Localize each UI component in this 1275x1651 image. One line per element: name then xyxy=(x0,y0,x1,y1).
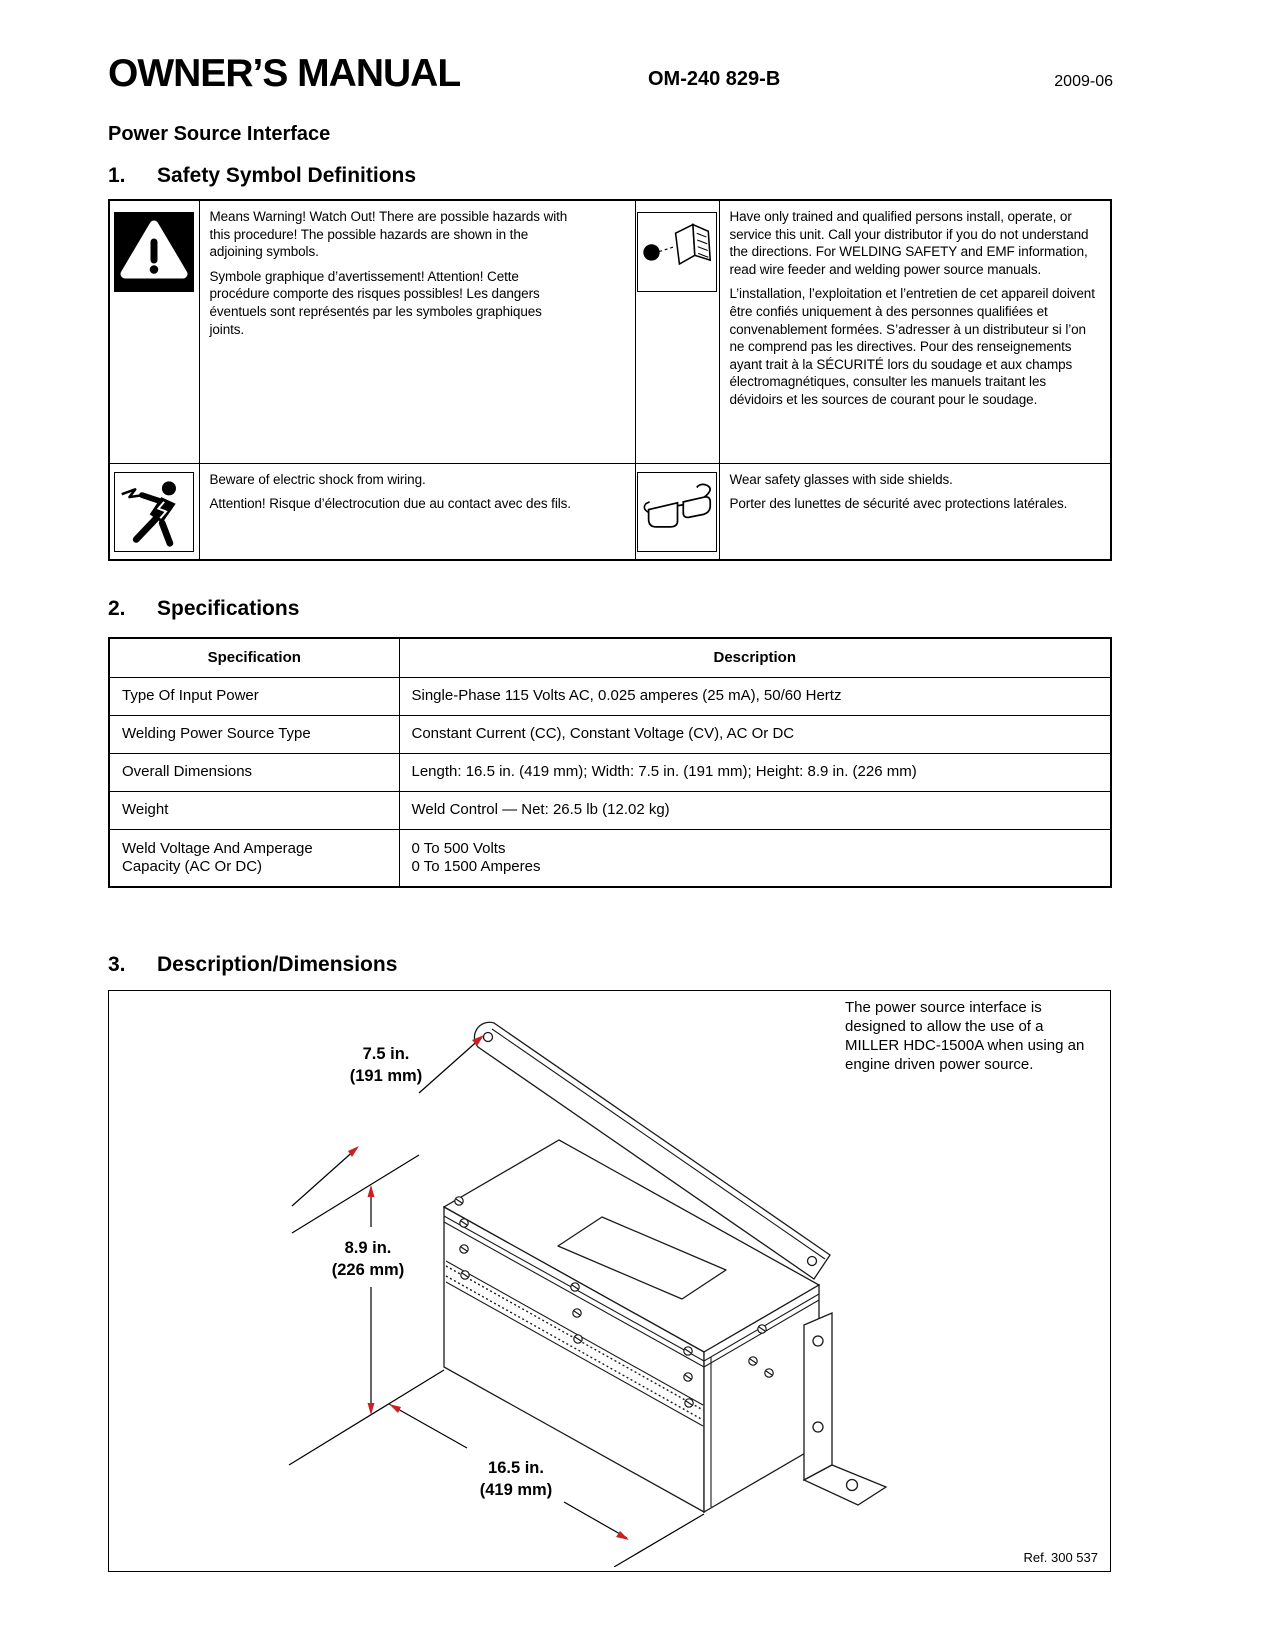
publication-date: 2009-06 xyxy=(1054,73,1113,90)
shock-text-en: Beware of electric shock from wiring. xyxy=(209,471,426,487)
warning-text-cell xyxy=(199,200,635,463)
table-row xyxy=(109,829,1111,887)
isometric-unit-drawing xyxy=(164,995,934,1567)
section-number: 2. xyxy=(108,597,126,620)
description-line-1: 0 To 500 Volts xyxy=(411,839,506,857)
description-cell: Weld Control — Net: 26.5 lb (12.02 kg) xyxy=(399,791,1111,829)
section-title: Specifications xyxy=(157,597,300,620)
dim-height-in-label: 8.9 in. xyxy=(344,1239,392,1257)
section-title: Safety Symbol Definitions xyxy=(157,164,417,187)
warning-icon-cell xyxy=(109,200,199,463)
product-name: Power Source Interface xyxy=(108,123,331,145)
dimensions-diagram-panel xyxy=(108,990,1111,1572)
document-number: OM-240 829-B xyxy=(648,68,781,90)
section-number: 3. xyxy=(108,953,126,976)
trained-text-cell xyxy=(719,200,1111,463)
glasses-icon-cell xyxy=(635,463,719,560)
table-row xyxy=(109,715,1111,753)
spec-cell: Type Of Input Power xyxy=(109,677,399,715)
dim-height-mm-label: (226 mm) xyxy=(331,1261,405,1279)
table-row xyxy=(109,200,1111,463)
spec-cell: Welding Power Source Type xyxy=(109,715,399,753)
read-manual-icon-cell xyxy=(635,200,719,463)
description-cell xyxy=(399,829,1111,887)
dim-length-mm-label: (419 mm) xyxy=(479,1481,553,1499)
description-cell: Single-Phase 115 Volts AC, 0.025 amperes (25 mA), 50/60 Hertz xyxy=(399,677,1111,715)
warning-triangle-icon xyxy=(114,212,194,292)
shock-icon-cell xyxy=(109,463,199,560)
section-number: 1. xyxy=(108,164,126,187)
dim-length-in-label: 16.5 in. xyxy=(488,1459,544,1477)
section-heading-description xyxy=(108,953,397,977)
dim-width-in-label: 7.5 in. xyxy=(362,1045,410,1063)
spec-cell: Weld Voltage And Amperage Capacity (AC Or DC) xyxy=(109,829,399,887)
table-row xyxy=(109,791,1111,829)
warning-text-fr: Symbole graphique d’avertissement! Attention! Cette procédure comporte des risques possibles! Les dangers éventuels sont représentés par les symboles graphiques joints. xyxy=(209,268,542,337)
shock-text-fr: Attention! Risque d’électrocution due au contact avec des fils. xyxy=(209,496,571,512)
warning-text-en: Means Warning! Watch Out! There are possible hazards with this procedure! The possible hazards are shown in the adjoining symbols. xyxy=(209,209,568,260)
spec-column-header: Specification xyxy=(109,638,399,677)
table-row xyxy=(109,463,1111,560)
specifications-table xyxy=(108,637,1112,888)
safety-glasses-icon xyxy=(637,472,717,552)
description-column-header: Description xyxy=(399,638,1111,677)
dim-width-mm-label: (191 mm) xyxy=(349,1067,423,1085)
shock-text-cell xyxy=(199,463,635,560)
table-row xyxy=(109,753,1111,791)
electric-shock-icon xyxy=(114,472,194,552)
section-heading-safety xyxy=(108,164,416,188)
read-manual-icon xyxy=(637,212,717,292)
spec-cell: Overall Dimensions xyxy=(109,753,399,791)
safety-symbols-table xyxy=(108,199,1112,561)
table-row xyxy=(109,677,1111,715)
glasses-text-cell xyxy=(719,463,1111,560)
table-header-row xyxy=(109,638,1111,677)
mounting-bracket xyxy=(804,1313,886,1505)
description-line-2: 0 To 1500 Amperes xyxy=(411,857,541,875)
trained-text-en: Have only trained and qualified persons install, operate, or service this unit. Call your distributor if you do not understand the directions. For WELDING SAFETY and EMF information, read wire feeder and welding power source manuals. xyxy=(729,209,1089,277)
diagram-note: The power source interface is designed to allow the use of a MILLER HDC-1500A when using an engine driven power source. xyxy=(845,999,1085,1073)
section-title: Description/Dimensions xyxy=(157,953,398,976)
spec-cell: Weight xyxy=(109,791,399,829)
glasses-text-fr: Porter des lunettes de sécurité avec protections latérales. xyxy=(729,496,1068,512)
reference-number: Ref. 300 537 xyxy=(1023,1550,1098,1565)
section-heading-specifications xyxy=(108,597,299,621)
glasses-text-en: Wear safety glasses with side shields. xyxy=(729,471,953,487)
page-title: OWNER’S MANUAL xyxy=(108,52,461,95)
description-cell: Length: 16.5 in. (419 mm); Width: 7.5 in. (191 mm); Height: 8.9 in. (226 mm) xyxy=(399,753,1111,791)
trained-text-fr: L’installation, l’exploitation et l’entretien de cet appareil doivent être confiés uniquement à des personnes qualifiées et convenablement formées. S’adresser à un distributeur si l’on ne comprend pas les directives. Pour des renseignements ayant trait à la SÉCURITÉ lors du soudage et aux champs électromagnétiques, consulter les manuels traitant les dévidoirs et les sources de courant pour le soudage. xyxy=(729,286,1095,407)
description-cell: Constant Current (CC), Constant Voltage (CV), AC Or DC xyxy=(399,715,1111,753)
